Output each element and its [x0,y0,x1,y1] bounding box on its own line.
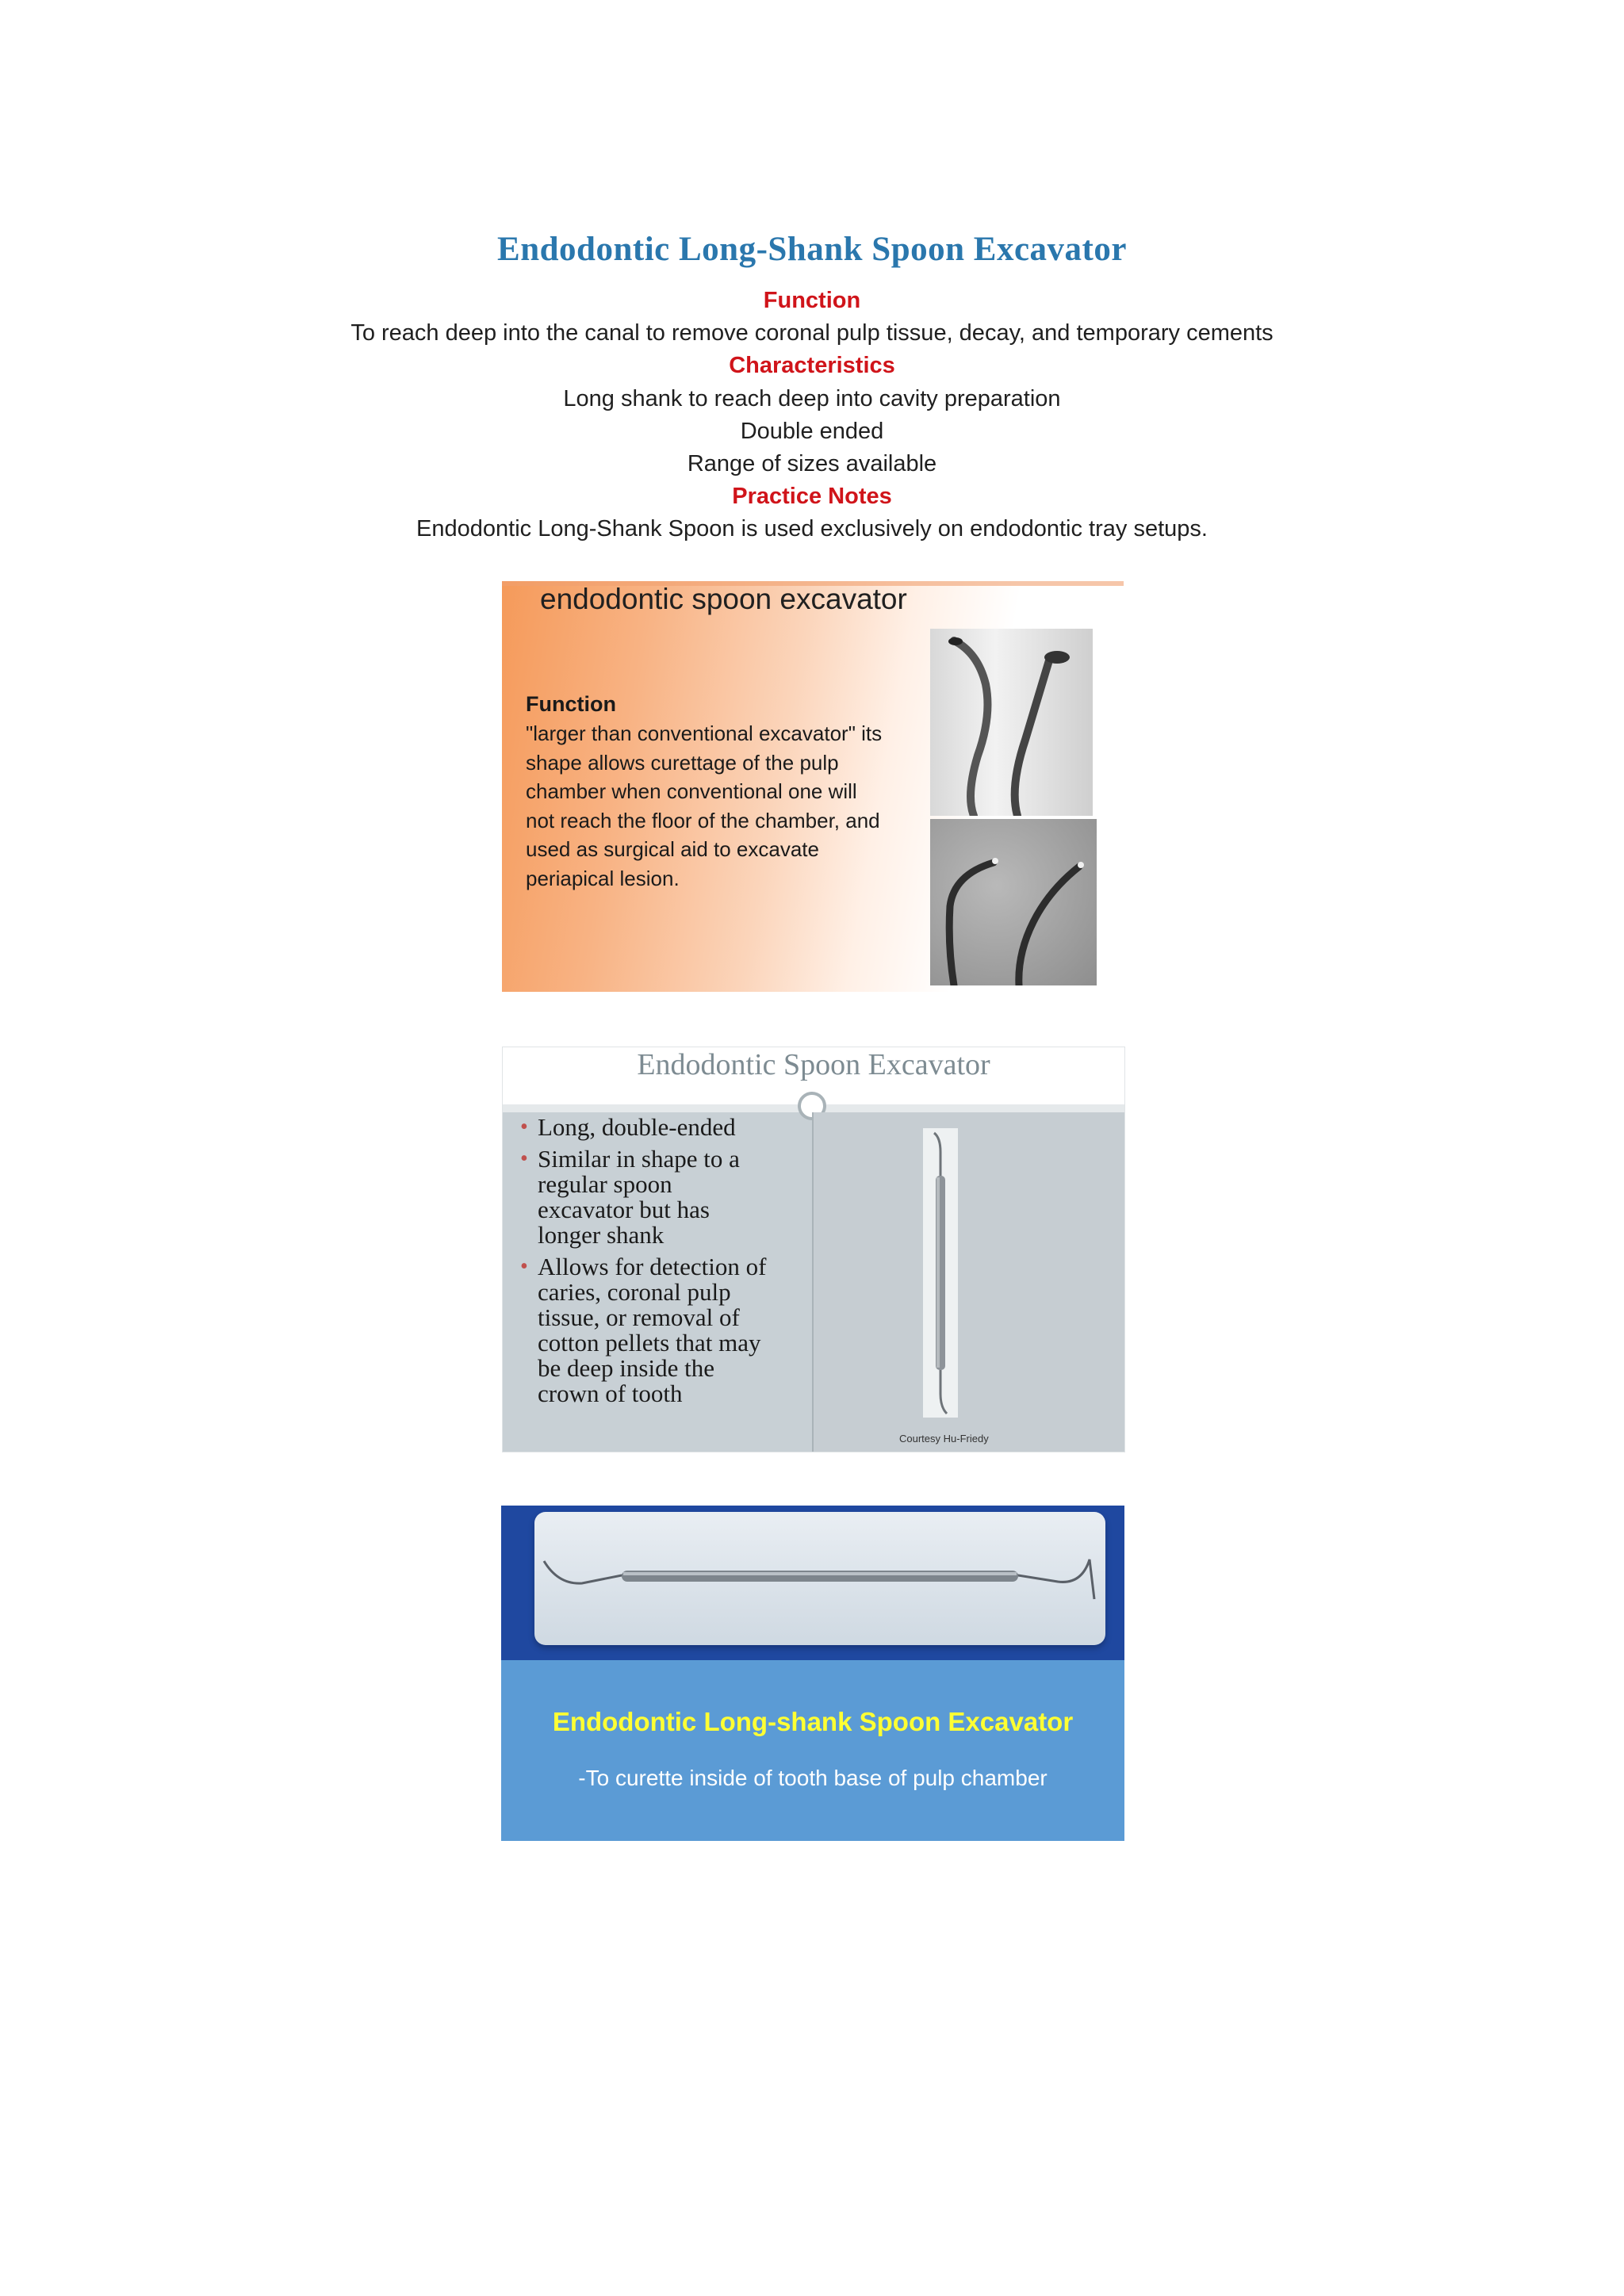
bullet-item [519,1115,812,1140]
slide1-function-text [526,719,882,894]
slide2-bullet-list [519,1115,812,1413]
slide-long-shank-spoon-excavator [501,1506,1124,1841]
spoon-excavator-photo-closeup [930,629,1093,816]
bullet-line: crown of tooth [538,1380,683,1407]
characteristic-item: Long shank to reach deep into cavity preparation [563,386,1061,411]
bullet-item [519,1254,812,1406]
bullet-line: caries, coronal pulp [538,1278,731,1306]
bullet-line: excavator but has [538,1196,710,1223]
slide1-text-line: used as surgical aid to excavate [526,837,819,862]
practice-notes-text: Endodontic Long-Shank Spoon is used exclusively on endodontic tray setups. [416,516,1208,541]
slide-spoon-excavator-bullets [502,1047,1125,1452]
spoon-excavator-photo-pair [930,819,1097,985]
image-courtesy: Courtesy Hu-Friedy [899,1433,989,1445]
slide3-title: Endodontic Long-shank Spoon Excavator [552,1707,1074,1736]
bullet-line: cotton pellets that may [538,1329,761,1357]
bullet-line: be deep inside the [538,1354,714,1382]
function-text: To reach deep into the canal to remove coronal pulp tissue, decay, and temporary cements [350,320,1274,346]
function-heading: Function [763,288,861,313]
characteristics-heading: Characteristics [729,353,895,378]
bullet-line: • Allows for detection of [538,1253,767,1280]
bullet-item [519,1146,812,1248]
slide1-text-line: periapical lesion. [526,866,680,890]
practice-notes-heading: Practice Notes [732,484,892,509]
double-ended-excavator-photo [923,1128,958,1418]
slide-endodontic-spoon-excavator [502,581,1124,992]
slide1-text-line: chamber when conventional one will [526,779,857,804]
slide1-function-label: Function [526,692,616,716]
slide2-divider [812,1112,814,1452]
bullet-line: regular spoon [538,1170,672,1198]
slide1-text-line: "larger than conventional excavator" its [526,721,883,745]
slide1-title: endodontic spoon excavator [540,583,907,615]
slide1-text-line: not reach the floor of the chamber, and [526,808,880,832]
bullet-line: longer shank [538,1221,665,1249]
long-shank-excavator-photo [534,1512,1105,1645]
characteristic-item: Range of sizes available [687,451,937,476]
document-title: Endodontic Long-Shank Spoon Excavator [497,231,1127,268]
slide1-text-line: shape allows curettage of the pulp [526,750,839,775]
bullet-line: • Long, double-ended [538,1113,736,1141]
bullet-line: • Similar in shape to a [538,1145,740,1173]
slide2-title: Endodontic Spoon Excavator [637,1048,990,1081]
characteristic-item: Double ended [740,419,884,444]
bullet-line: tissue, or removal of [538,1303,740,1331]
slide2-image-pane [814,1112,1124,1452]
slide3-subtitle: -To curette inside of tooth base of pulp chamber [578,1766,1048,1790]
